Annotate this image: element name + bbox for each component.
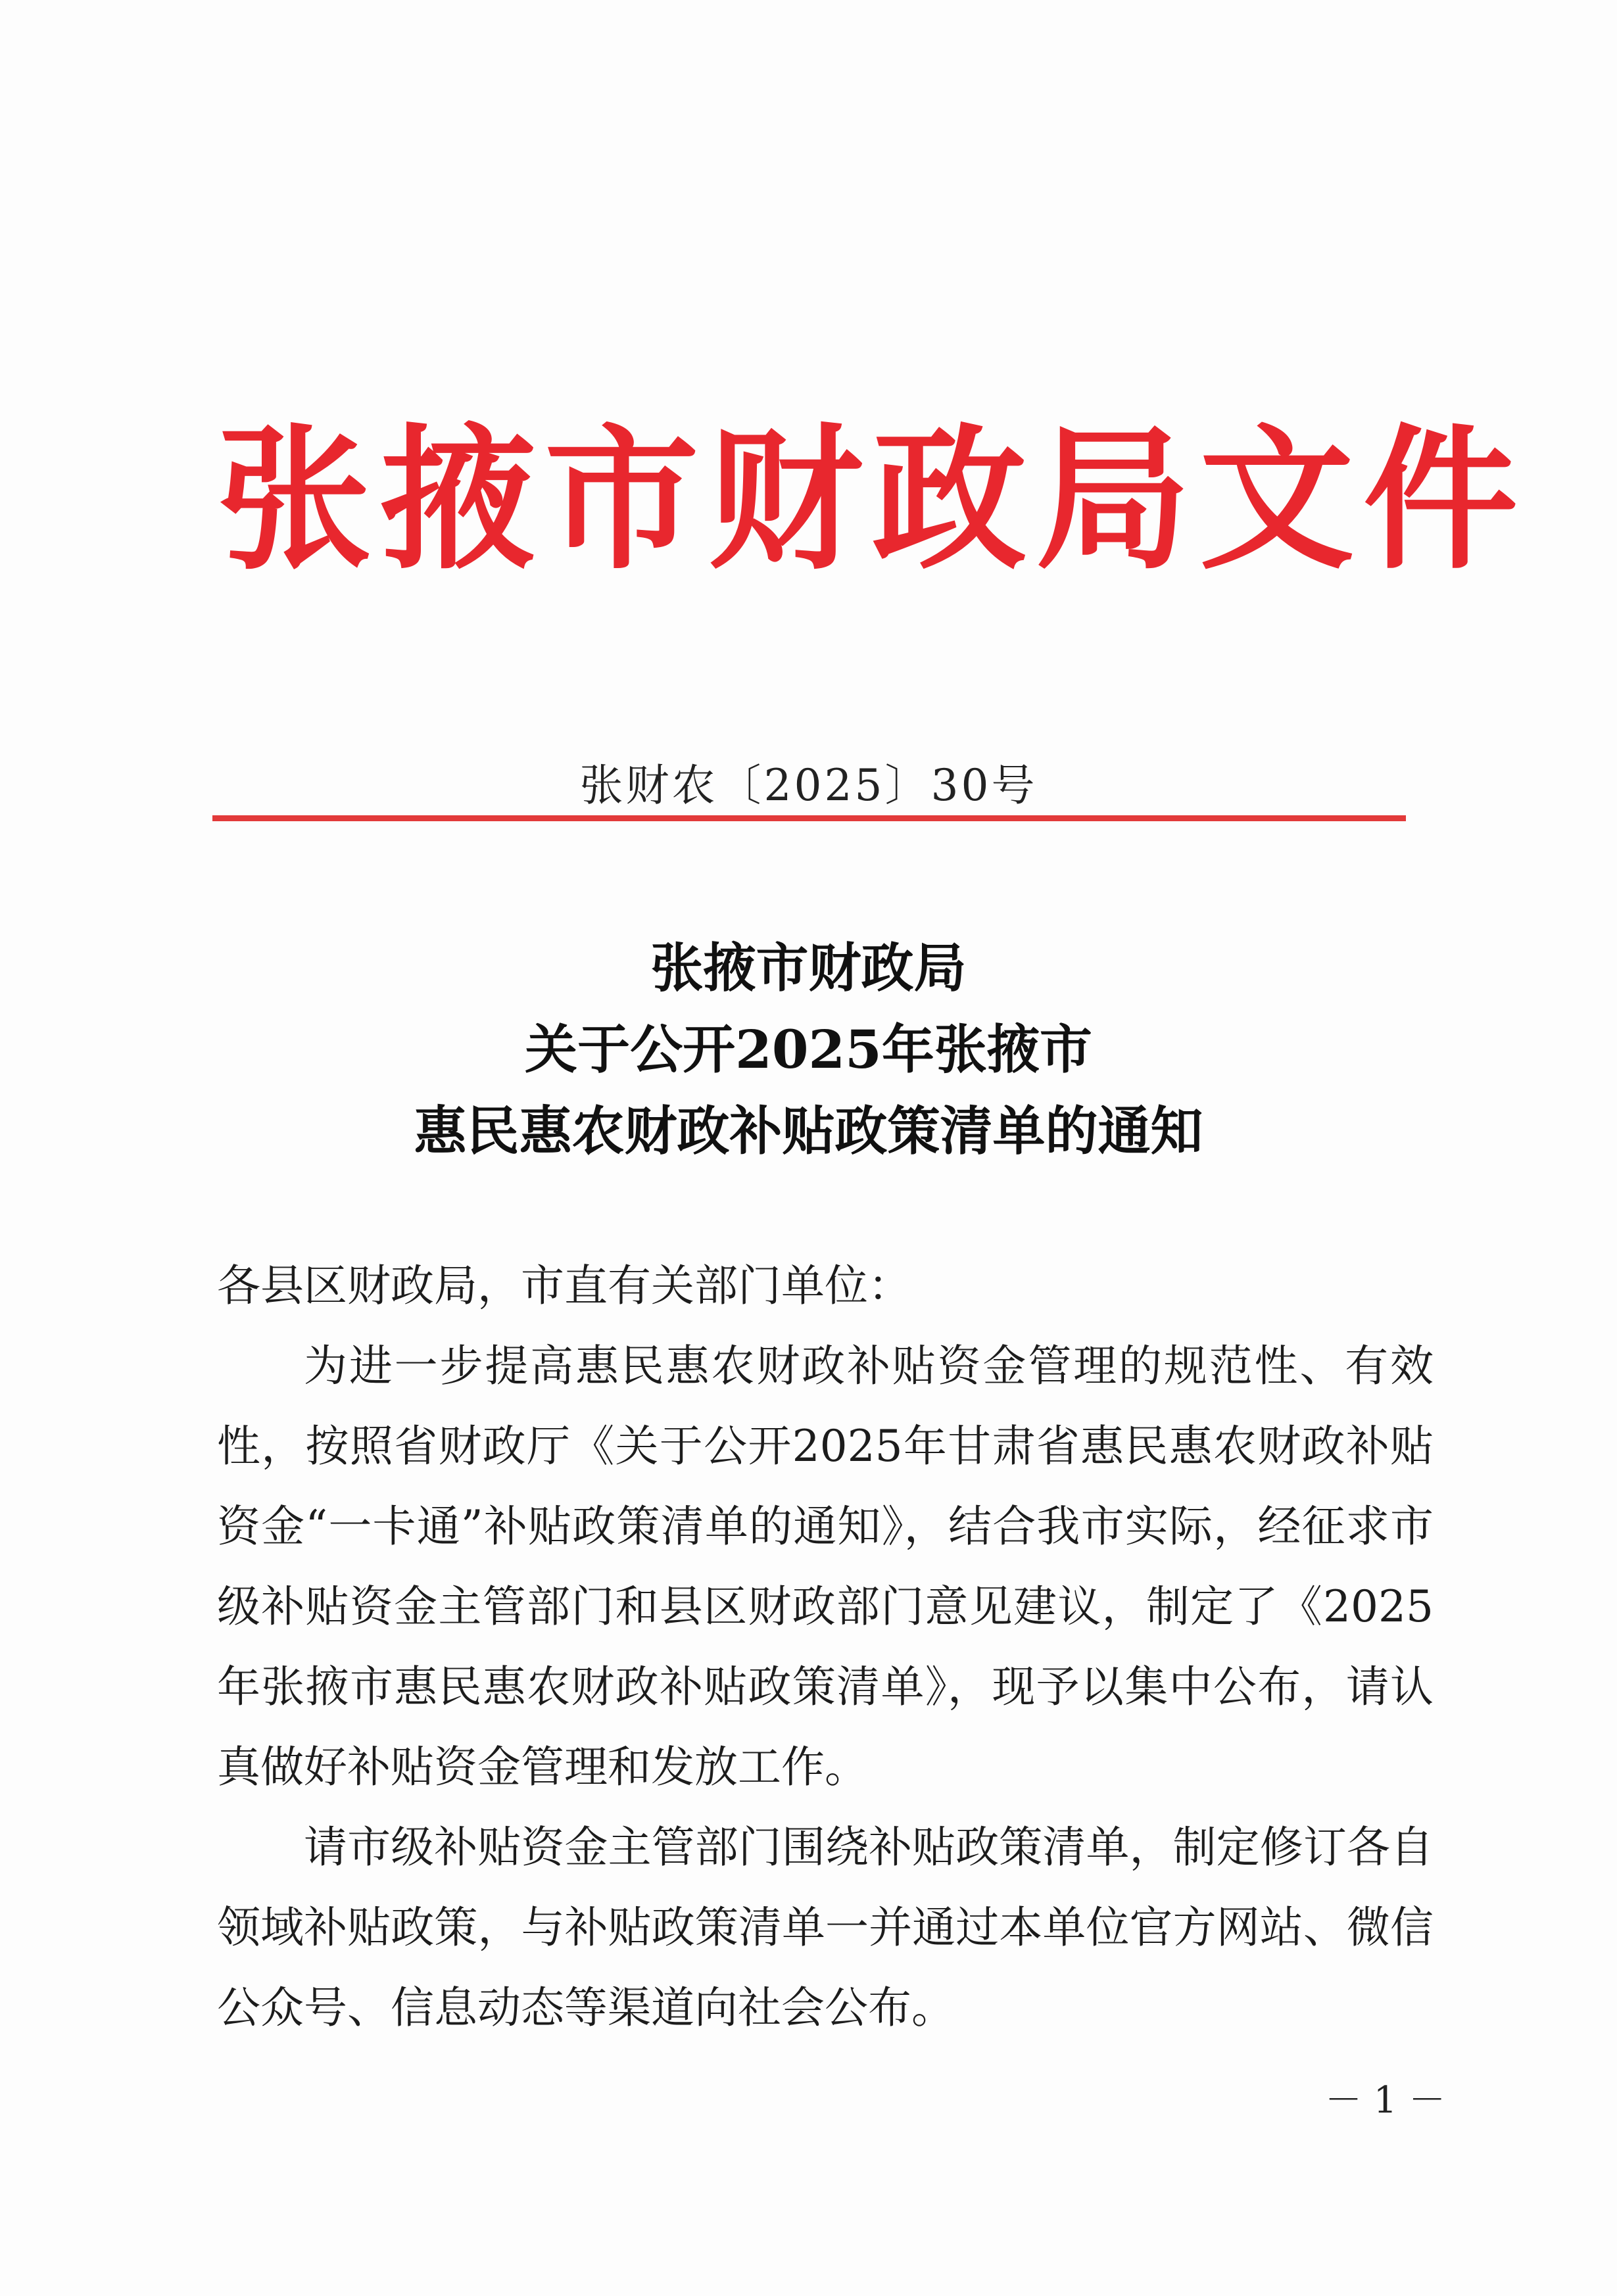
title-line-1: 张掖市财政局: [650, 937, 967, 999]
salutation: 各县区财政局，市直有关部门单位：: [217, 1260, 911, 1311]
notice-body: [217, 1246, 1434, 2048]
body-paragraph-1: 为进一步提高惠民惠农财政补贴资金管理的规范性、有效性，按照省财政厅《关于公开2025年甘肃省惠民惠农财政补贴资金“一卡通”补贴政策清单的通知》，结合我市实际，经征求市级补贴资金主管部门和县区财政部门意见建议，制定了《2025年张掖市惠民惠农财政补贴政策清单》，现予以集中公布，请认真做好补贴资金管理和发放工作。: [217, 1341, 1434, 1792]
masthead-title: 张掖市财政局文件: [217, 409, 1527, 590]
title-line-2: 关于公开2025年张掖市: [525, 1018, 1092, 1080]
page-number: － 1 －: [1325, 2079, 1446, 2122]
body-paragraph-2: 请市级补贴资金主管部门围绕补贴政策清单，制定修订各自领域补贴政策，与补贴政策清单一并通过本单位官方网站、微信公众号、信息动态等渠道向社会公布。: [217, 1822, 1434, 2033]
title-line-3: 惠民惠农财政补贴政策清单的通知: [414, 1100, 1203, 1162]
document-number: 张财农〔2025〕30号: [579, 760, 1038, 811]
red-divider-line: [212, 815, 1406, 821]
notice-title: [0, 927, 1617, 1172]
